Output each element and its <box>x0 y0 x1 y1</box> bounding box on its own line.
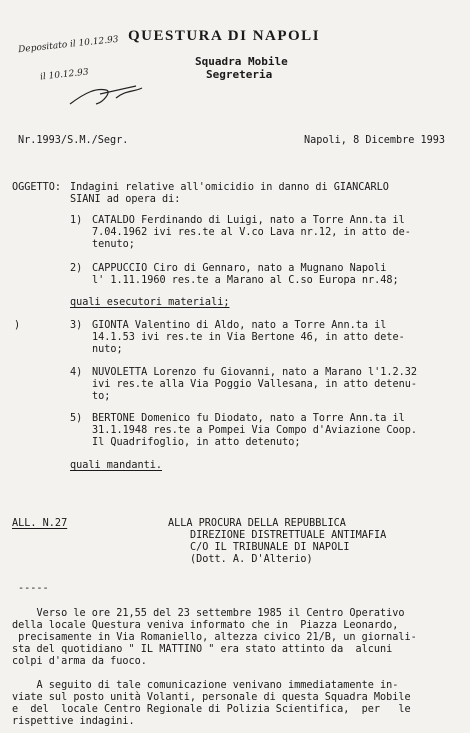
list-item-line: 31.1.1948 res.te a Pompei Via Compo d'Aviazione Coop. <box>92 425 418 436</box>
list-item-line: BERTONE Domenico fu Diodato, nato a Torre Ann.ta il <box>92 413 405 424</box>
recipient-line: C/O IL TRIBUNALE DI NAPOLI <box>190 542 350 553</box>
body-line: A seguito di tale comunicazione venivano immediatamente in- <box>12 680 399 691</box>
margin-mark: ) <box>14 320 21 331</box>
list-item-line: nuto; <box>92 344 123 355</box>
list-item-line: l' 1.11.1960 res.te a Marano al C.so Europa nr.48; <box>92 275 399 286</box>
list-item-number: 5) <box>70 413 83 424</box>
body-line: Verso le ore 21,55 del 23 settembre 1985 il Centro Operativo <box>12 608 405 619</box>
recipient-line: (Dott. A. D'Alterio) <box>190 554 313 565</box>
subject-line: SIANI ad opera di: <box>70 194 181 205</box>
recipient-line: DIREZIONE DISTRETTUALE ANTIMAFIA <box>190 530 387 541</box>
group-role-label: quali esecutori materiali; <box>70 297 230 308</box>
body-line: della locale Questura veniva informato che in Piazza Leonardo, <box>12 620 399 631</box>
list-item-line: 14.1.53 ivi res.te in Via Bertone 46, in atto dete- <box>92 332 405 343</box>
list-item-number: 1) <box>70 215 83 226</box>
body-line: sta del quotidiano " IL MATTINO " era stato attinto da alcuni <box>12 644 393 655</box>
office-name: Segreteria <box>206 68 273 81</box>
list-item-line: GIONTA Valentino di Aldo, nato a Torre Ann.ta il <box>92 320 387 331</box>
list-item-line: 7.04.1962 ivi res.te al V.co Lava nr.12, in atto de- <box>92 227 411 238</box>
body-line: colpi d'arma da fuoco. <box>12 656 147 667</box>
list-item-number: 3) <box>70 320 83 331</box>
page-title: QUESTURA DI NAPOLI <box>128 28 321 44</box>
handwritten-note: Depositato il 10.12.93 <box>17 34 120 56</box>
list-item-line: NUVOLETTA Lorenzo fu Giovanni, nato a Marano l'1.2.32 <box>92 367 418 378</box>
body-line: viate sul posto unità Volanti, personale di questa Squadra Mobile <box>12 692 411 703</box>
subject-label: OGGETTO: <box>12 182 62 193</box>
protocol-number: Nr.1993/S.M./Segr. <box>18 135 129 146</box>
list-item-line: CATALDO Ferdinando di Luigi, nato a Torre Ann.ta il <box>92 215 405 226</box>
list-item-number: 2) <box>70 263 83 274</box>
list-item-line: tenuto; <box>92 239 135 250</box>
list-item-line: ivi res.te alla Via Poggio Vallesana, in atto detenu- <box>92 379 418 390</box>
group-role-label: quali mandanti. <box>70 460 163 471</box>
recipient-line: ALLA PROCURA DELLA REPUBBLICA <box>168 518 346 529</box>
body-line: e del locale Centro Regionale di Polizia Scientifica, per le <box>12 704 411 715</box>
list-item-line: Il Quadrifoglio, in atto detenuto; <box>92 437 301 448</box>
list-item-number: 4) <box>70 367 83 378</box>
place-date: Napoli, 8 Dicembre 1993 <box>304 135 446 146</box>
handwritten-note: il 10.12.93 <box>39 67 90 83</box>
attachment-number: ALL. N.27 <box>12 518 68 529</box>
subject-line: Indagini relative all'omicidio in danno di GIANCARLO <box>70 182 389 193</box>
list-item-line: CAPPUCCIO Ciro di Gennaro, nato a Mugnano Napoli <box>92 263 387 274</box>
body-line: rispettive indagini. <box>12 716 135 727</box>
body-line: precisamente in Via Romaniello, altezza civico 21/B, un giornali- <box>12 632 417 643</box>
unit-name: Squadra Mobile <box>195 55 288 68</box>
list-item-line: to; <box>92 391 111 402</box>
signature-icon <box>66 80 146 110</box>
separator: ----- <box>18 583 49 594</box>
